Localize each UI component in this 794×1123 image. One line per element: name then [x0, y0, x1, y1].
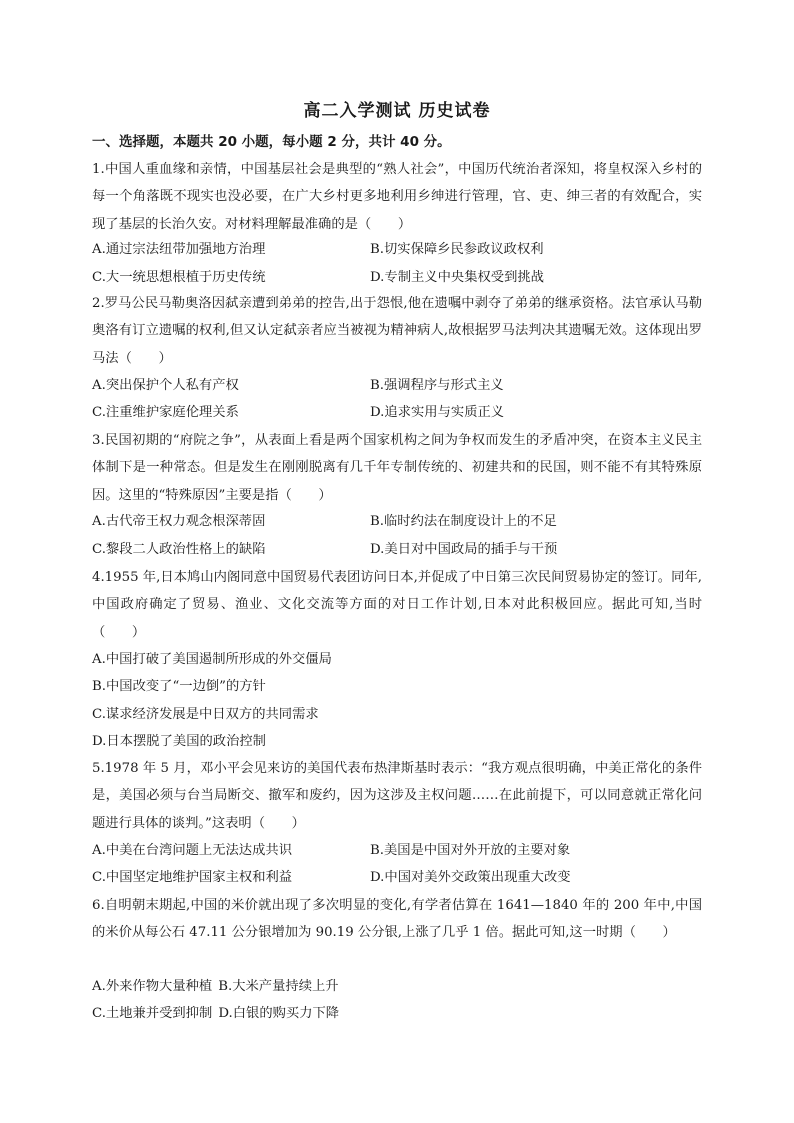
question-5-option-d: D.中国对美外交政策出现重大改变: [370, 870, 571, 885]
question-2-option-d: D.追求实用与实质正义: [370, 405, 505, 420]
question-5-option-c: C.中国坚定地维护国家主权和利益: [92, 870, 293, 885]
question-3-option-b: B.临时约法在制度设计上的不足: [370, 514, 557, 529]
question-4-option-a: A.中国打破了美国遏制所形成的外交僵局: [92, 652, 332, 667]
question-1-option-d: D.专制主义中央集权受到挑战: [370, 270, 544, 285]
question-6-option-c: C.土地兼并受到抑制: [92, 1006, 213, 1021]
question-4-option-c: C.谋求经济发展是中日双方的共同需求: [92, 707, 319, 722]
question-3-option-d: D.美日对中国政局的插手与干预: [370, 542, 558, 557]
question-5-option-b: B.美国是中国对外开放的主要对象: [370, 843, 571, 858]
question-6-option-d: D.白银的购买力下降: [218, 1006, 340, 1021]
question-3-option-a: A.古代帝王权力观念根深蒂固: [92, 514, 266, 529]
question-3-option-c: C.黎段二人政治性格上的缺陷: [92, 542, 266, 557]
question-2-option-c: C.注重维护家庭伦理关系: [92, 405, 239, 420]
question-6-options-row-2: [92, 1004, 339, 1024]
question-2-stem: 2.罗马公民马勒奥洛因弑亲遭到弟弟的控告,出于怨恨,他在遗嘱中剥夺了弟弟的继承资格。法官承认马勒奥洛有订立遗嘱的权利,但又认定弑亲者应当被视为精神病人,故根据罗马法判决其遗嘱无效。这体现出罗马法（ ）: [92, 296, 702, 366]
question-6-options-row-1: [92, 977, 339, 997]
question-5-option-a: A.中美在台湾问题上无法达成共识: [92, 843, 292, 858]
question-4-stem: 4.1955 年,日本鸠山内阁同意中国贸易代表团访问日本,并促成了中日第三次民间贸易协定的签订。同年,中国政府确定了贸易、渔业、文化交流等方面的对日工作计划,日本对此积极回应。据此可知,当时（ ）: [92, 570, 702, 640]
question-6-stem: 6.自明朝末期起,中国的米价就出现了多次明显的变化,有学者估算在 1641—1840 年的 200 年中,中国的米价从每公石 47.11 公分银增加为 90.19 公分银,上涨了几乎 1 倍。据此可知,这一时期（ ）: [92, 898, 702, 941]
question-1-option-a: A.通过宗法纽带加强地方治理: [92, 242, 266, 257]
question-1-option-b: B.切实保障乡民参政议政权利: [370, 242, 544, 257]
question-2-option-b: B.强调程序与形式主义: [370, 378, 504, 393]
section-heading: 一、选择题，本题共 20 小题，每小题 2 分，共计 40 分。: [92, 134, 451, 150]
page-title: 高二入学测试 历史试卷: [303, 101, 491, 121]
question-2-option-a: A.突出保护个人私有产权: [92, 378, 239, 393]
question-4-option-d: D.日本摆脱了美国的政治控制: [92, 734, 266, 749]
question-5-stem: 5.1978 年 5 月，邓小平会见来访的美国代表布热津斯基时表示：“我方观点很明确，中美正常化的条件是，美国必须与台当局断交、撤军和废约，因为这涉及主权问题……在此前提下，可以同意就正常化问题进行具体的谈判。”这表明（ ）: [92, 761, 702, 831]
question-1-option-c: C.大一统思想根植于历史传统: [92, 270, 266, 285]
question-4-option-b: B.中国改变了“一边倒”的方针: [92, 679, 266, 694]
question-3-stem: 3.民国初期的“府院之争”，从表面上看是两个国家机构之间为争权而发生的矛盾冲突，在资本主义民主体制下是一种常态。但是发生在刚刚脱离有几千年专制传统的、初建共和的民国，则不能不有其特殊原因。这里的“特殊原因”主要是指（ ）: [92, 433, 702, 503]
question-1-stem: 1.中国人重血缘和亲情，中国基层社会是典型的“熟人社会”，中国历代统治者深知，将皇权深入乡村的每一个角落既不现实也没必要，在广大乡村更多地利用乡绅进行管理，官、吏、绅三者的有效配合，实现了基层的长治久安。对材料理解最准确的是（ ）: [92, 162, 702, 232]
question-6-option-b: B.大米产量持续上升: [218, 979, 339, 994]
question-6-option-a: A.外来作物大量种植: [92, 979, 213, 994]
